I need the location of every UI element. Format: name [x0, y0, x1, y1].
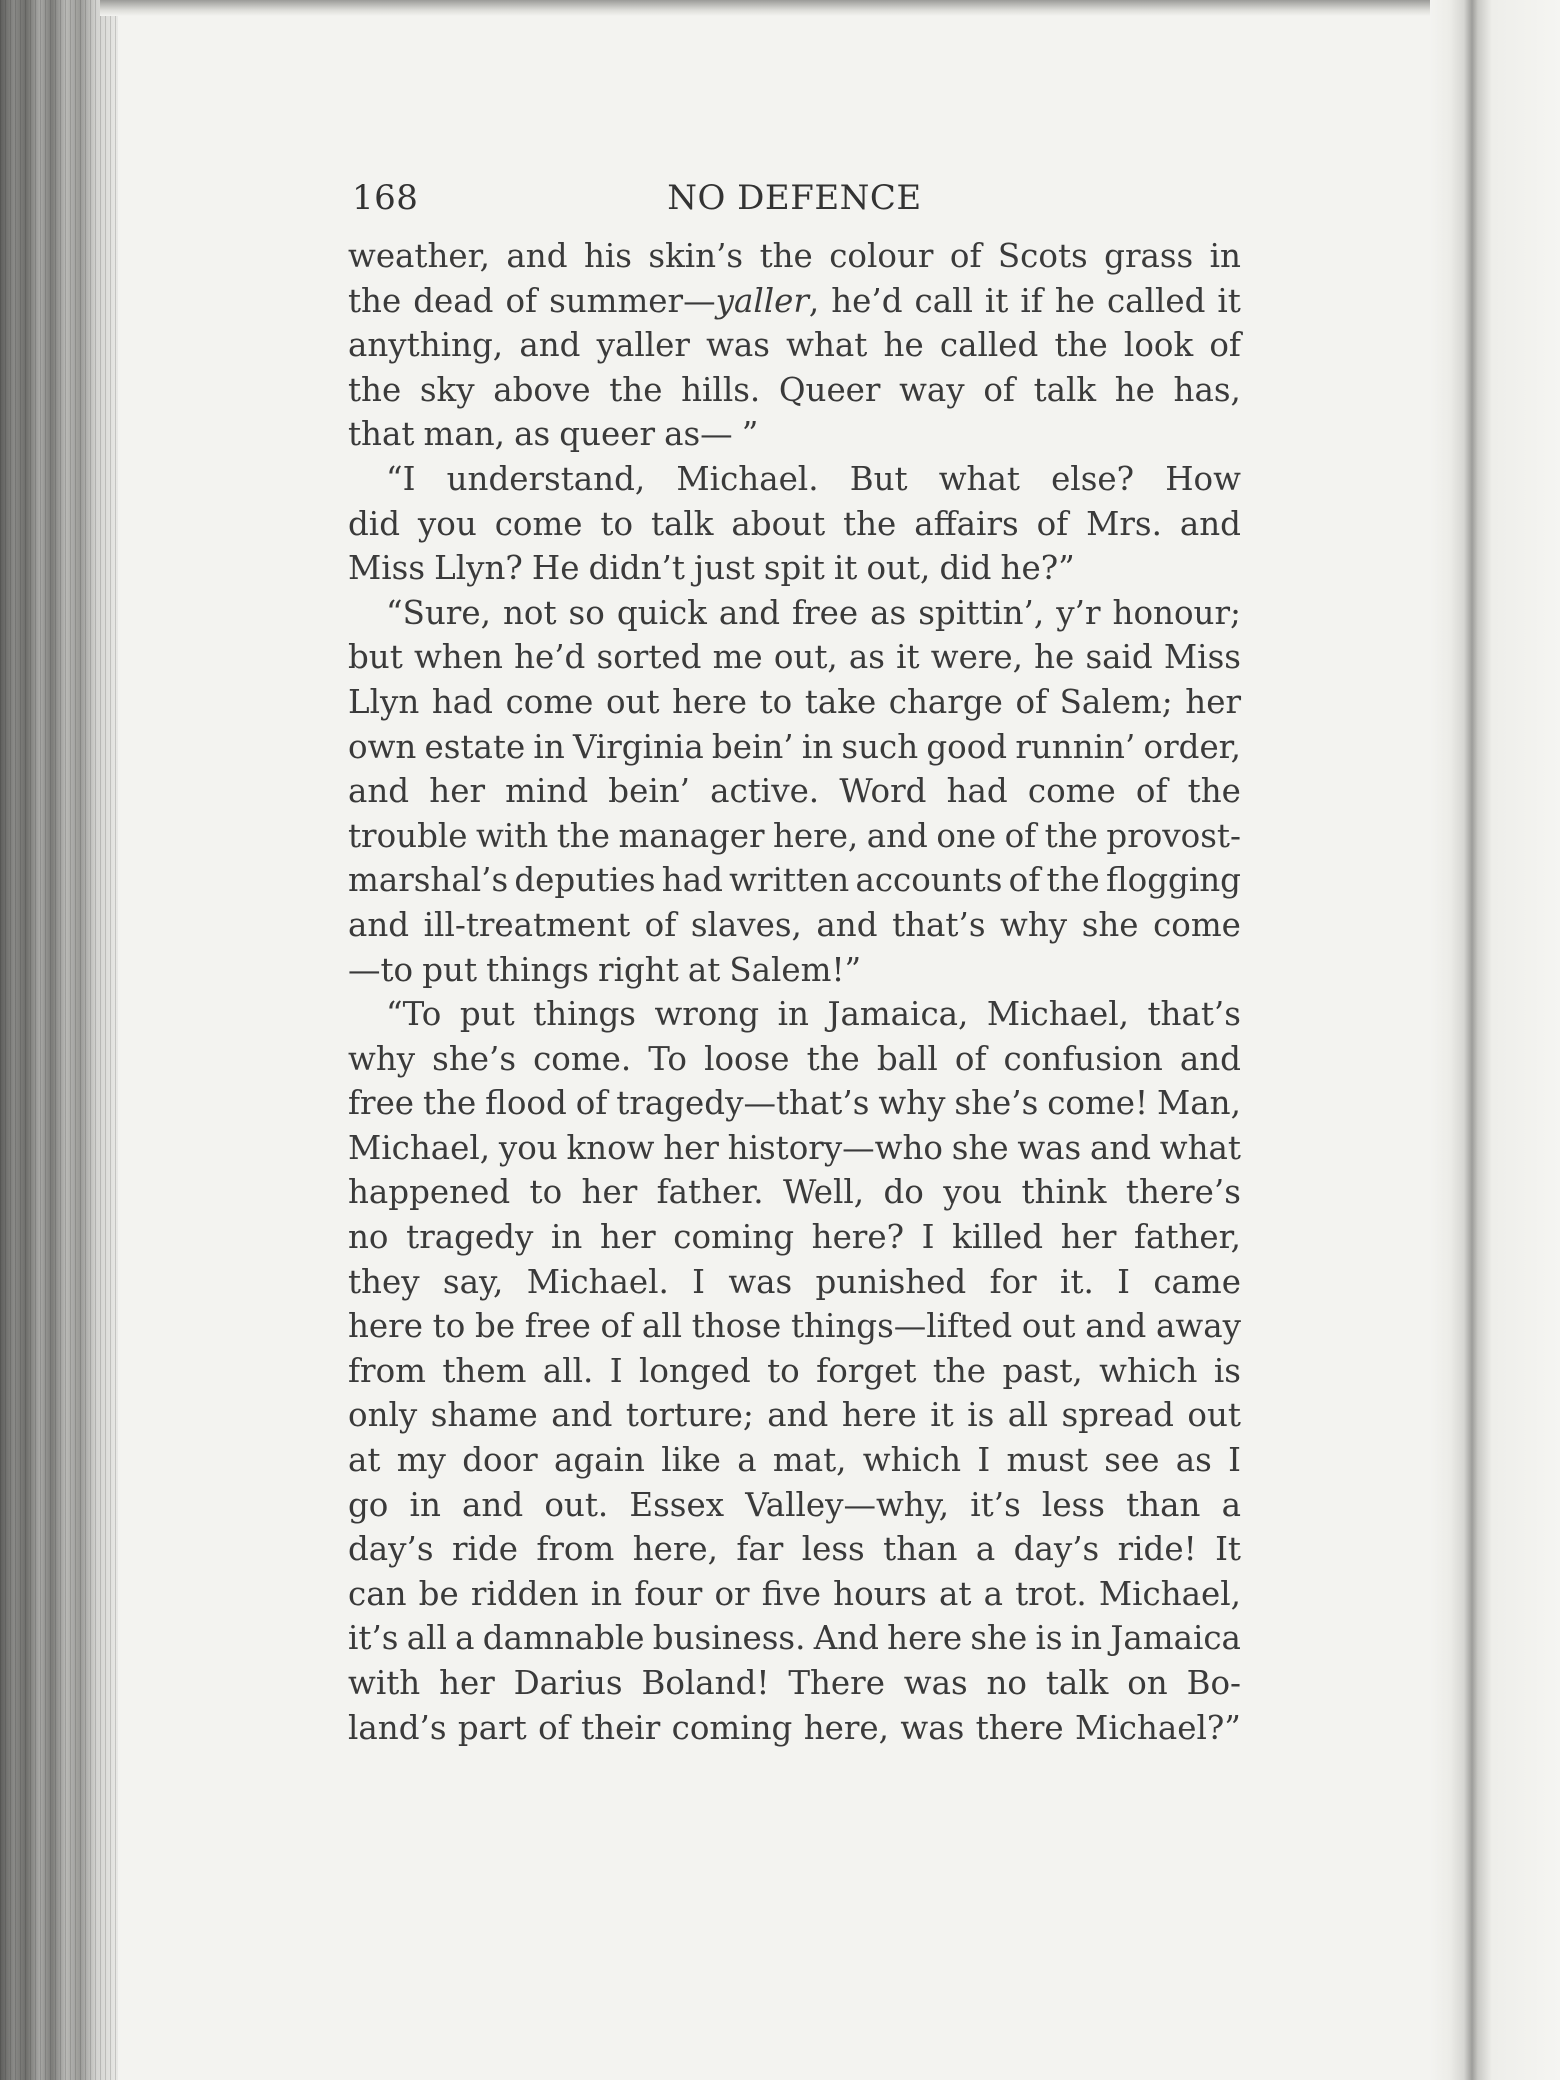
text-line: day’s ride from here, far less than a day’s ride! It [348, 1530, 1241, 1569]
text-line: “Sure, not so quick and free as spittin’, y’r honour; [386, 593, 1241, 632]
text-line: they say, Michael. I was punished for it. I came [348, 1262, 1241, 1301]
text-line: Llyn had come out here to take charge of Salem; her [348, 682, 1241, 721]
book-edge-top [100, 0, 1560, 16]
text-line: trouble with the manager here, and one of the provost- [348, 816, 1241, 855]
text-line: “To put things wrong in Jamaica, Michael, that’s [386, 995, 1241, 1034]
text-line: it’s all a damnable business. And here she is in Jamaica [348, 1619, 1241, 1658]
text-line: happened to her father. Well, do you think there’s [348, 1173, 1241, 1212]
text-line: no tragedy in her coming here? I killed her father, [348, 1218, 1241, 1257]
text-line: weather, and his skin’s the colour of Scots grass in [348, 237, 1241, 275]
text-line: with her Darius Boland! There was no talk on Bo- [348, 1664, 1241, 1702]
running-head [348, 178, 1241, 234]
text-line: why she’s come. To loose the ball of confusion and [348, 1039, 1241, 1078]
text-line: but when he’d sorted me out, as it were, he said Miss [348, 638, 1241, 677]
page-number: 168 [352, 178, 419, 218]
text-line: here to be free of all those things—lifted out and away [348, 1307, 1241, 1346]
text-line: free the flood of tragedy—that’s why she’s come! Man, [348, 1084, 1241, 1123]
text-line: and her mind bein’ active. Word had come of the [348, 772, 1241, 811]
body-text [348, 234, 1241, 1750]
page-stack-lines [0, 0, 118, 2080]
text-line: at my door again like a mat, which I must see as I [348, 1441, 1241, 1480]
text-line: Miss Llyn? He didn’t just spit it out, did he?” [348, 549, 1075, 588]
page-text-block [348, 178, 1241, 1750]
text-line: “I understand, Michael. But what else? How [386, 459, 1241, 498]
text-line: only shame and torture; and here it is all spread out [348, 1396, 1241, 1435]
text-line: can be ridden in four or five hours at a trot. Michael, [348, 1574, 1241, 1613]
text-line: go in and out. Essex Valley—why, it’s less than a [348, 1485, 1241, 1524]
text-line: Michael, you know her history—who she was and what [348, 1128, 1241, 1167]
text-line: from them all. I longed to forget the past, which is [348, 1351, 1241, 1390]
text-line: and ill-treatment of slaves, and that’s why she come [348, 905, 1241, 944]
running-title: NO DEFENCE [667, 178, 922, 218]
text-line: own estate in Virginia bein’ in such good runnin’ order, [348, 727, 1241, 766]
text-line: —to put things right at Salem!” [348, 950, 862, 989]
text-line: did you come to talk about the affairs of Mrs. and [348, 504, 1241, 543]
text-line: marshal’s deputies had written accounts of the flogging [348, 861, 1241, 900]
text-line: land’s part of their coming here, was there Michael?” [348, 1708, 1241, 1747]
page-fold-right [1430, 0, 1560, 2080]
text-line: anything, and yaller was what he called the look of [348, 326, 1241, 365]
text-line: the dead of summer—yaller, he’d call it if he called it [348, 281, 1241, 320]
text-line: that man, as queer as— ” [348, 415, 759, 454]
text-line: the sky above the hills. Queer way of talk he has, [348, 370, 1241, 409]
